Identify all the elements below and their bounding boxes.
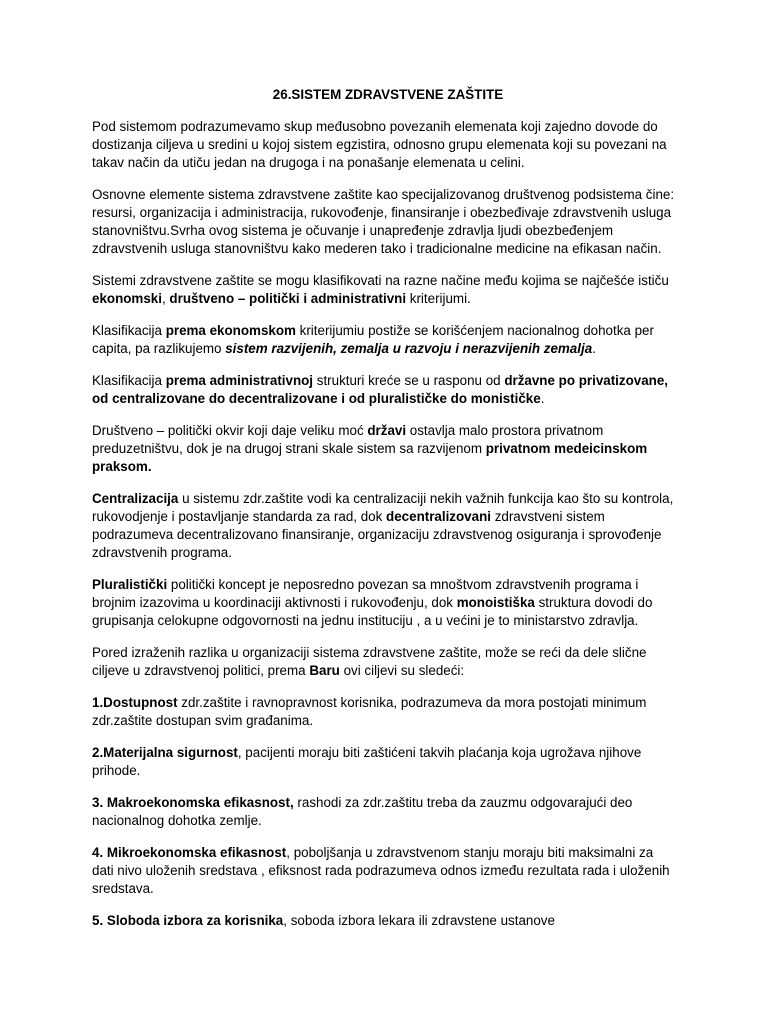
paragraph (92, 118, 678, 172)
paragraph (92, 576, 678, 630)
emphasized-text: Centralizacija (92, 491, 179, 506)
paragraph-text: zdr.zaštite i ravnopravnost korisnika, podrazumeva da mora postojati minimum zdr.zaštite dostupan svim građanima. (92, 695, 647, 728)
paragraph (92, 794, 678, 830)
emphasized-text: državi (367, 423, 407, 438)
document-title: 26.SISTEM ZDRAVSTVENE ZAŠTITE (272, 87, 504, 102)
paragraph-text: , soboda izbora lekara ili zdravstene ustanove (283, 913, 555, 928)
paragraph (92, 272, 678, 308)
emphasized-text: 5. Sloboda izbora za korisnika (92, 913, 284, 928)
paragraph-text: rashodi za zdr.zaštitu treba da zauzmu odgovarajući deo nacionalnog dohotka zemlje. (92, 795, 633, 828)
paragraph (92, 912, 678, 930)
emphasized-text: privatnom medeicinskom praksom. (92, 441, 648, 474)
paragraph-text: u sistemu zdr.zaštite vodi ka centralizaciji nekih važnih funkcija kao što su kontrola, rukovodjenje i postavljanje standarda za rad, dok (92, 491, 674, 524)
emphasized-text: ekonomski (92, 291, 162, 306)
paragraph-text: , poboljšanja u zdravstvenom stanju moraju biti maksimalni za dati nivo uloženih sredstava , efiksnost rada podrazumeva odnos između rezultata rada i uloženih sredstava. (92, 845, 670, 896)
paragraph-text: Sistemi zdravstvene zaštite se mogu klasifikovati na razne načine među kojima se najčešće ističu (92, 273, 669, 288)
paragraph-text: struktura dovodi do grupisanja celokupne odgovornosti na jednu instituciju , a u većini je to ministarstvo zdravlja. (92, 595, 653, 628)
paragraph-text: . (540, 391, 545, 406)
paragraph-text: , pacijenti moraju biti zaštićeni takvih plaćanja koja ugrožava njihove prihode. (92, 745, 642, 778)
paragraph-text: ovi ciljevi su sledeći: (339, 663, 465, 678)
emphasized-text: Pluralistički (92, 577, 168, 592)
paragraph-text: politički koncept je neposredno povezan sa mnoštvom zdravstvenih programa i brojnim izazovima u koordinaciji aktivnosti i rukovođenju, dok (92, 577, 639, 610)
emphasized-text: sistem razvijenih, zemalja u razvoju i nerazvijenih zemalja (225, 341, 593, 356)
paragraph (92, 744, 678, 780)
paragraph (92, 644, 678, 680)
paragraph-text: zdravstveni sistem podrazumeva decentralizovano finansiranje, organizaciju zdravstvenog osiguranja i sprovođenje zdravstvenih programa. (92, 509, 662, 560)
paragraph-text: . (592, 341, 596, 356)
paragraph (92, 186, 678, 258)
paragraph-text: strukturi kreće se u rasponu od (313, 373, 505, 388)
paragraph-text: Društveno – politički okvir koji daje veliku moć (92, 423, 368, 438)
emphasized-text: prema administrativnoj (165, 373, 314, 388)
emphasized-text: državne po privatizovane, od centralizovane do decentralizovane i od pluralističke do monističke (92, 373, 669, 406)
emphasized-text: 2.Materijalna sigurnost (92, 745, 238, 760)
paragraph (92, 322, 678, 358)
paragraph-text: Osnovne elemente sistema zdravstvene zaštite kao specijalizovanog društvenog podsistema čine: resursi, organizacija i administracija, rukovođenje, finansiranje i obezbeđivaje zdravstvenih usluga stanovništvu.Svrha ovog sistema je očuvanje i unapređenje zdravlja ljudi obezbeđenjem zdravstvenih usluga stanovništvu kako mederen tako i tradicionalne medicine na efikasan način. (92, 187, 675, 256)
emphasized-text: Baru (309, 663, 340, 678)
paragraph-text: Pod sistemom podrazumevamo skup međusobno povezanih elemenata koji zajedno dovode do dostizanja ciljeva u sredini u kojoj sistem egzistira, odnosno grupu elemenata koji su povezani na takav način da utiču jedan na drugoga i na ponašanje elemenata u celini. (92, 119, 667, 170)
paragraph-text: Pored izraženih razlika u organizaciji sistema zdravstvene zaštite, može se reći da dele slične ciljeve u zdravstvenoj politici, prema (92, 645, 647, 678)
emphasized-text: 3. Makroekonomska efikasnost, (92, 795, 294, 810)
paragraph-text: kriterijumiu postiže se korišćenjem nacionalnog dohotka per capita, pa razlikujemo (92, 323, 654, 356)
paragraph-text: Klasifikacija (92, 373, 166, 388)
paragraph-text: Klasifikacija (92, 323, 166, 338)
emphasized-text: 4. Mikroekonomska efikasnost (92, 845, 287, 860)
paragraph-text: kriterijumi. (406, 291, 471, 306)
emphasized-text: prema ekonomskom (165, 323, 296, 338)
paragraph-text: , (161, 291, 170, 306)
emphasized-text: decentralizovani (386, 509, 491, 524)
document-body (92, 118, 678, 930)
emphasized-text: 1.Dostupnost (92, 695, 178, 710)
paragraph (92, 844, 678, 898)
paragraph (92, 694, 678, 730)
emphasized-text: monoistiška (456, 595, 535, 610)
paragraph (92, 422, 678, 476)
paragraph (92, 372, 678, 408)
paragraph (92, 490, 678, 562)
emphasized-text: društveno – politički i administrativni (169, 291, 407, 306)
paragraph-text: ostavlja malo prostora privatnom preduzetništvu, dok je na drugoj strani skale sistem sa razvijenom (92, 423, 604, 456)
